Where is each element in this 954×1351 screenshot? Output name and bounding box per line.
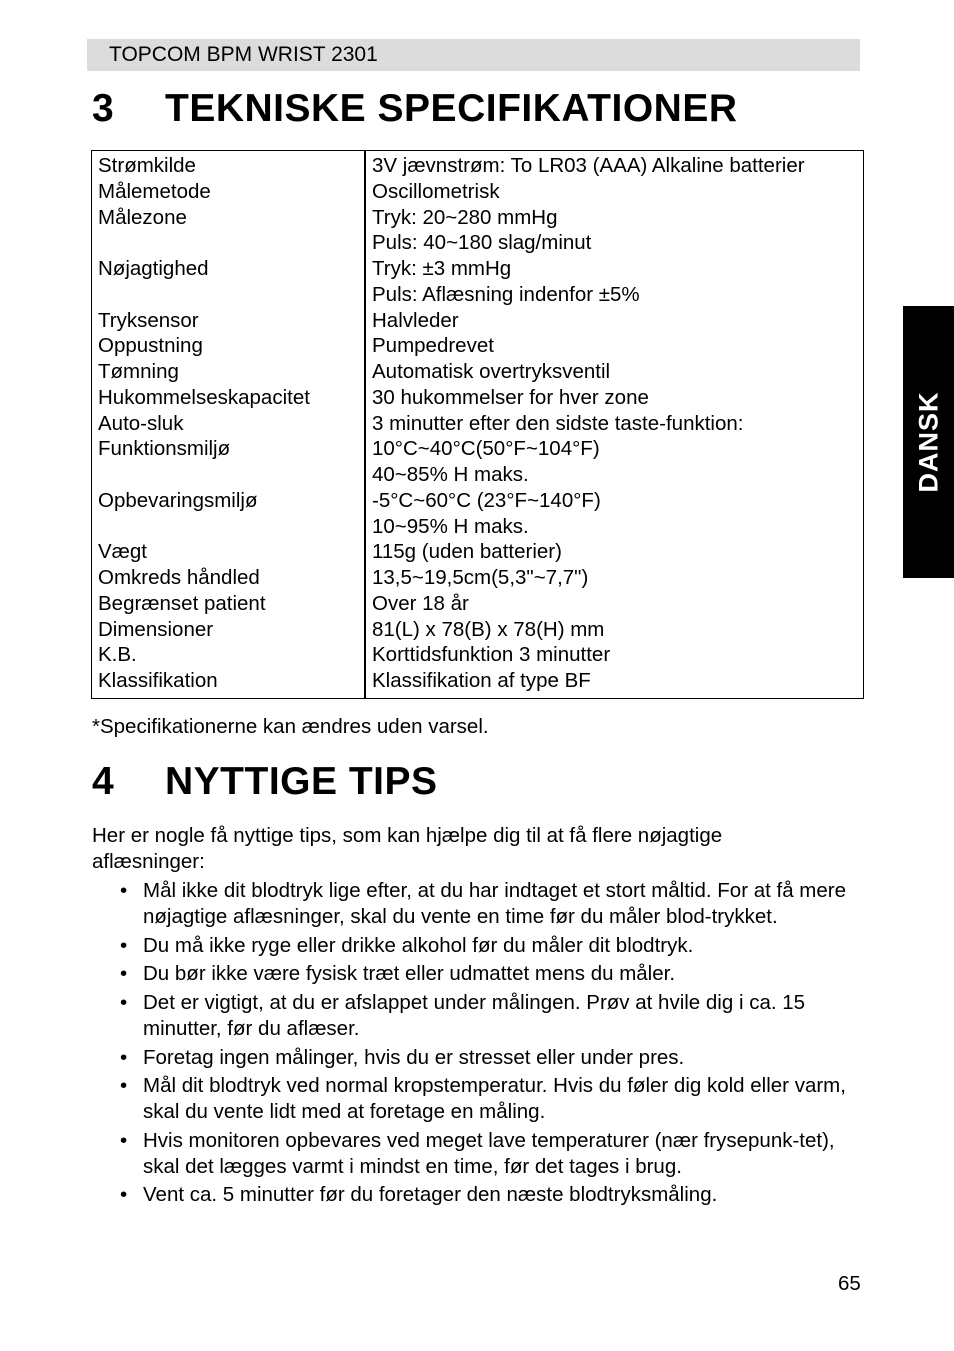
spec-value: Korttidsfunktion 3 minutter	[372, 643, 611, 667]
tip-text: Vent ca. 5 minutter før du foretager den næste blodtryksmåling.	[143, 1183, 718, 1207]
tip-item	[118, 933, 864, 959]
spec-value: 3V jævnstrøm: To LR03 (AAA) Alkaline batterier	[372, 154, 805, 177]
spec-label: Strømkilde	[98, 154, 196, 177]
spec-table	[91, 150, 864, 699]
spec-value: Puls: 40~180 slag/minut	[372, 231, 592, 255]
spec-label: Målezone	[98, 205, 187, 229]
bullet-icon: •	[120, 1183, 128, 1207]
spec-label	[98, 462, 310, 488]
spec-value: 81(L) x 78(B) x 78(H) mm	[372, 617, 605, 641]
spec-label: Vægt	[98, 540, 147, 564]
spec-label-column	[98, 153, 310, 694]
spec-label: Nøjagtighed	[98, 257, 209, 280]
spec-label: Oppustning	[98, 334, 203, 358]
section-3-number: 3	[92, 87, 115, 130]
bullet-icon: •	[120, 1074, 128, 1098]
header-title: TOPCOM BPM WRIST 2301	[109, 43, 378, 66]
spec-label: Opbevaringsmiljø	[98, 488, 258, 512]
bullet-icon: •	[120, 991, 128, 1014]
tip-text: Du bør ikke være fysisk træt eller udmattet mens du måler.	[143, 962, 676, 986]
spec-label: K.B.	[98, 643, 137, 667]
tip-text: Mål dit blodtryk ved normal kropstemperatur. Hvis du føler dig kold eller varm, skal du vente lidt med at foretage en måling.	[143, 1074, 846, 1123]
tip-item	[118, 1128, 864, 1180]
spec-value: 40~85% H maks.	[372, 463, 529, 486]
spec-value: Tryk: ±3 mmHg	[372, 257, 512, 280]
spec-value: 10°C~40°C(50°F~104°F)	[372, 437, 600, 461]
spec-label: Klassifikation	[98, 669, 218, 692]
tip-text: Det er vigtigt, at du er afslappet under målingen. Prøv at hvile dig i ca. 15 minutter, før du aflæser.	[143, 991, 806, 1040]
tip-item	[118, 878, 864, 930]
tip-text: Hvis monitoren opbevares ved meget lave temperaturer (nær frysepunk-tet), skal det lægges varmt i mindst en time, før det tages i brug.	[143, 1128, 835, 1178]
spec-label	[98, 282, 310, 308]
spec-label: Begrænset patient	[98, 591, 266, 615]
tip-item	[118, 1045, 864, 1071]
tip-text: Mål ikke dit blodtryk lige efter, at du har indtaget et stort måltid. For at få mere nøjagtige aflæsninger, skal du vente en time før du måler blod-trykket.	[143, 879, 847, 928]
spec-value: Over 18 år	[372, 591, 469, 615]
tip-text: Du må ikke ryge eller drikke alkohol før du måler dit blodtryk.	[143, 933, 694, 957]
spec-value: 115g (uden batterier)	[372, 540, 562, 564]
spec-value: Automatisk overtryksventil	[372, 360, 611, 383]
spec-label: Tryksensor	[98, 308, 199, 332]
tips-list	[118, 878, 864, 1211]
bullet-icon: •	[120, 933, 128, 957]
tip-item	[118, 961, 864, 987]
tip-item	[118, 1073, 864, 1125]
spec-value-column	[372, 153, 805, 694]
language-tab	[903, 306, 954, 578]
spec-label: Funktionsmiljø	[98, 437, 231, 461]
spec-label	[98, 230, 310, 256]
spec-label	[98, 514, 310, 540]
header-bar	[87, 39, 860, 71]
section-4-number: 4	[92, 760, 115, 803]
tip-item	[118, 1182, 864, 1208]
spec-value: 3 minutter efter den sidste taste-funktion:	[372, 411, 744, 435]
language-tab-label: DANSK	[913, 391, 943, 493]
bullet-icon: •	[120, 879, 128, 902]
footnote: *Specifikationerne kan ændres uden varsel.	[92, 715, 489, 738]
page-number: 65	[838, 1272, 861, 1295]
spec-value: -5°C~60°C (23°F~140°F)	[372, 488, 601, 512]
spec-value: Pumpedrevet	[372, 334, 494, 358]
section-4-heading: NYTTIGE TIPS	[165, 760, 438, 803]
spec-value: 13,5~19,5cm(5,3"~7,7")	[372, 566, 589, 589]
spec-value: Puls: Aflæsning indenfor ±5%	[372, 282, 640, 306]
tip-text: Foretag ingen målinger, hvis du er stresset eller under pres.	[143, 1045, 685, 1069]
section-3-heading: TEKNISKE SPECIFIKATIONER	[165, 87, 738, 130]
tip-item	[118, 990, 864, 1042]
spec-value: Tryk: 20~280 mmHg	[372, 205, 558, 229]
intro-paragraph: Her er nogle få nyttige tips, som kan hjælpe dig til at få flere nøjagtige aflæsninger:	[92, 824, 723, 873]
spec-value: Klassifikation af type BF	[372, 669, 591, 692]
bullet-icon: •	[120, 962, 128, 986]
section-3-title	[92, 87, 738, 131]
spec-value: Oscillometrisk	[372, 179, 500, 203]
spec-value: 10~95% H maks.	[372, 514, 529, 538]
spec-label: Målemetode	[98, 179, 211, 203]
bullet-icon: •	[120, 1045, 128, 1069]
spec-label: Hukommelseskapacitet	[98, 385, 310, 409]
spec-table-divider	[364, 151, 366, 698]
spec-label: Omkreds håndled	[98, 566, 260, 589]
spec-value: Halvleder	[372, 308, 459, 332]
spec-label: Tømning	[98, 360, 179, 383]
spec-label: Auto-sluk	[98, 411, 184, 435]
spec-value: 30 hukommelser for hver zone	[372, 385, 649, 409]
spec-label: Dimensioner	[98, 617, 214, 641]
section-4-title	[92, 760, 438, 804]
bullet-icon: •	[120, 1128, 128, 1152]
